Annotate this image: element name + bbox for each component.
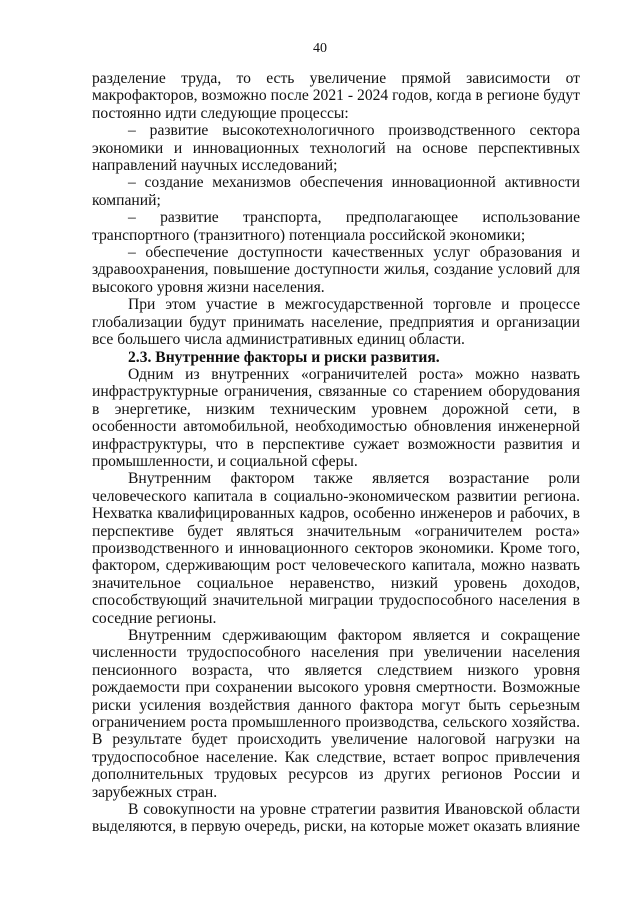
paragraph: При этом участие в межгосударственной торговле и процессе глобализации будут принимать население, предприятия и организации все большего числа административных единиц области. bbox=[92, 296, 580, 349]
paragraph: Внутренним фактором также является возрастание роли человеческого капитала в социально-экономическом развитии региона. Нехватка квалифицированных кадров, особенно инженеров и рабочих, в перспективе будет являться значительным «ограничителем роста» производственного и инновационного секторов экономики. Кроме того, фактором, сдерживающим рост человеческого капитала, можно назвать значительное социальное неравенство, низкий уровень доходов, способствующий значительной миграции трудоспособного населения в соседние регионы. bbox=[92, 470, 580, 627]
paragraph: Внутренним сдерживающим фактором является и сокращение численности трудоспособного населения при увеличении населения пенсионного возраста, что является следствием низкого уровня рождаемости при сохранении высокого уровня смертности. Возможные риски усиления воздействия данного фактора могут быть серьезным ограничением роста промышленного производства, сельского хозяйства. В результате будет происходить увеличение налоговой нагрузки на трудоспособное население. Как следствие, встает вопрос привлечения дополнительных трудовых ресурсов из других регионов России и зарубежных стран. bbox=[92, 627, 580, 801]
page-number: 40 bbox=[313, 41, 327, 56]
list-item: – развитие высокотехнологичного производственного сектора экономики и инновационных технологий на основе перспективных направлений научных исследований; bbox=[92, 122, 580, 175]
list-item: – обеспечение доступности качественных услуг образования и здравоохранения, повышение доступности жилья, создание условий для высокого уровня жизни населения. bbox=[92, 244, 580, 296]
list-item: – развитие транспорта, предполагающее использование транспортного (транзитного) потенциала российской экономики; bbox=[92, 209, 580, 244]
paragraph: разделение труда, то есть увеличение прямой зависимости от макрофакторов, возможно после 2021 - 2024 годов, когда в регионе будут постоянно идти следующие процессы: bbox=[92, 70, 580, 122]
document-body bbox=[92, 70, 580, 836]
paragraph: В совокупности на уровне стратегии развития Ивановской области выделяются, в первую очередь, риски, на которые может оказать влияние bbox=[92, 801, 580, 836]
paragraph: Одним из внутренних «ограничителей роста» можно назвать инфраструктурные ограничения, связанные со старением оборудования в энергетике, низким техническим уровнем дорожной сети, в особенности автомобильной, необходимостью обновления инженерной инфраструктуры, что в перспективе сужает возможности развития и промышленности, и социальной сферы. bbox=[92, 365, 580, 470]
list-item: – создание механизмов обеспечения инновационной активности компаний; bbox=[92, 174, 580, 209]
section-heading: 2.3. Внутренние факторы и риски развития. bbox=[128, 348, 440, 366]
